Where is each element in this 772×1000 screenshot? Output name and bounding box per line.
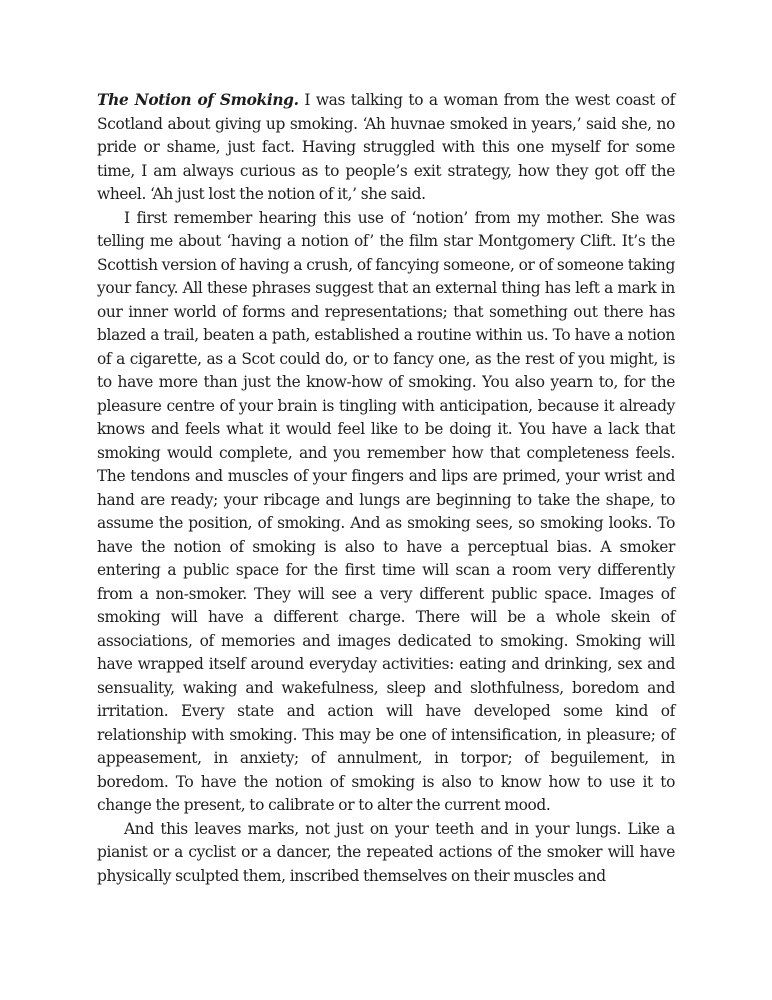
page-body bbox=[97, 89, 675, 888]
paragraph-2: I first remember hearing this use of ‘notion’ from my mother. She was telling me about ‘having a notion of’ the film star Montgomery Clift. It’s the Scottish version of having a crush, of fancying someone, or of someone taking your fancy. All these phrases suggest that an external thing has left a mark in our inner world of forms and representations; that something out there has blazed a trail, beaten a path, established a routine within us. To have a notion of a cigarette, as a Scot could do, or to fancy one, as the rest of you might, is to have more than just the know-how of smoking. You also yearn to, for the pleasure centre of your brain is tingling with anticipation, because it already knows and feels what it would feel like to be doing it. You have a lack that smoking would complete, and you remember how that completeness feels. The tendons and muscles of your fingers and lips are primed, your wrist and hand are ready; your ribcage and lungs are beginning to take the shape, to assume the position, of smoking. And as smoking sees, so smoking looks. To have the notion of smoking is also to have a perceptual bias. A smoker entering a public space for the first time will scan a room very differently from a non-smoker. They will see a very different public space. Images of smoking will have a different charge. There will be a whole skein of associations, of memories and images dedicated to smoking. Smoking will have wrapped itself around everyday activities: eating and drinking, sex and sensuality, waking and wakefulness, sleep and slothfulness, boredom and irritation. Every state and action will have developed some kind of relationship with smoking. This may be one of intensification, in pleasure; of appeasement, in anxiety; of annulment, in torpor; of beguilement, in boredom. To have the notion of smoking is also to know how to use it to change the present, to calibrate or to alter the current mood. bbox=[97, 208, 675, 814]
paragraph-1 bbox=[97, 89, 675, 207]
paragraph-1-text: I was talking to a woman from the west coast of Scotland about giving up smoking. ‘Ah huvnae smoked in years,’ said she, no pride or shame, just fact. Having struggled with this one myself for some time, I am always curious as to people’s exit strategy, how they got off the wheel. ‘Ah just lost the notion of it,’ she said. bbox=[97, 91, 675, 203]
section-heading: The Notion of Smoking. bbox=[97, 91, 299, 109]
paragraph-3: And this leaves marks, not just on your teeth and in your lungs. Like a pianist or a cyclist or a dancer, the repeated actions of the smoker will have physically sculpted them, inscribed themselves on their muscles and bbox=[97, 819, 675, 885]
